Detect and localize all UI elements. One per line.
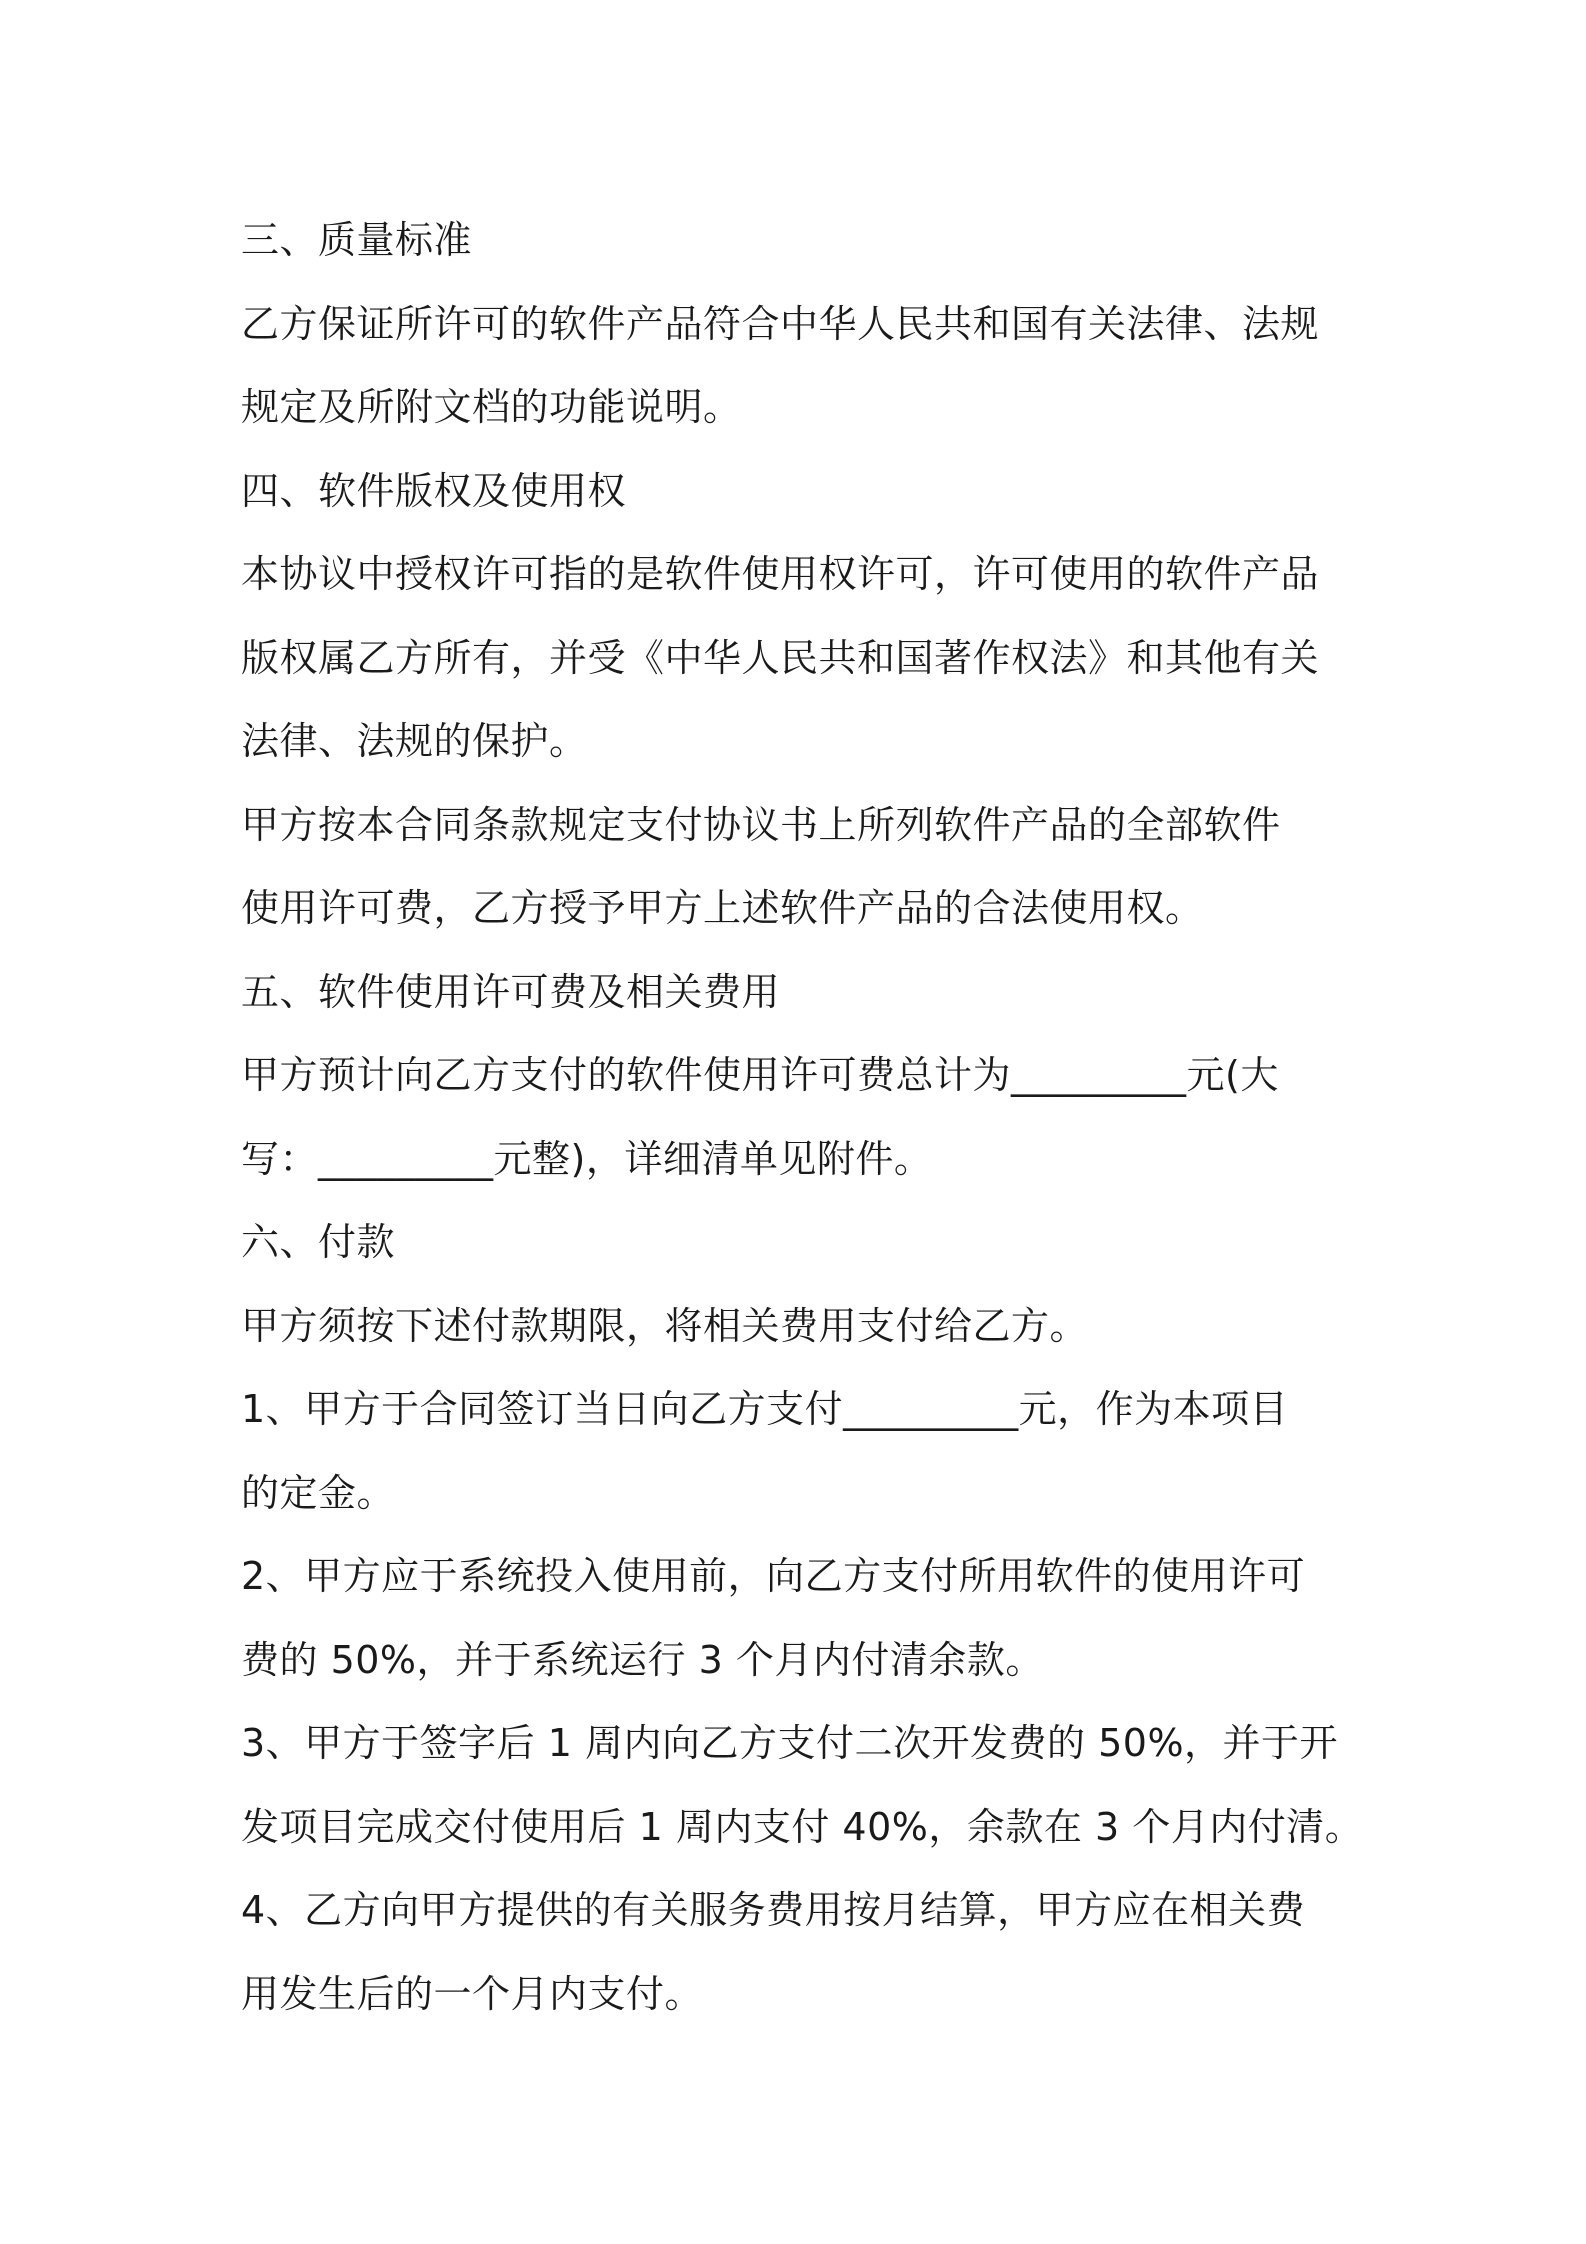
list-item-line: 1、甲方于合同签订当日向乙方支付_________元，作为本项目 [241,1387,1289,1431]
paragraph-line: 写：_________元整)，详细清单见附件。 [241,1136,933,1181]
paragraph-line: 甲方须按下述付款期限，将相关费用支付给乙方。 [241,1303,1089,1348]
section-heading-copyright: 四、软件版权及使用权 [241,468,627,513]
paragraph-line: 规定及所附文档的功能说明。 [241,385,742,429]
document-body [241,199,1366,2036]
list-item-line: 发项目完成交付使用后 1 周内支付 40%，余款在 3 个月内付清。 [241,1804,1364,1849]
list-item-line: 3、甲方于签字后 1 周内向乙方支付二次开发费的 50%，并于开 [241,1721,1339,1765]
paragraph-line: 本协议中授权许可指的是软件使用权许可，许可使用的软件产品 [241,552,1320,596]
list-item-line: 的定金。 [241,1470,396,1515]
section-heading-license-fee: 五、软件使用许可费及相关费用 [241,969,781,1014]
paragraph-line: 乙方保证所许可的软件产品符合中华人民共和国有关法律、法规 [241,301,1320,346]
list-item-line: 费的 50%，并于系统运行 3 个月内付清余款。 [241,1637,1044,1682]
list-item-line: 2、甲方应于系统投入使用前，向乙方支付所用软件的使用许可 [241,1554,1306,1598]
list-item-line: 4、乙方向甲方提供的有关服务费用按月结算，甲方应在相关费 [241,1888,1306,1932]
paragraph-line: 使用许可费，乙方授予甲方上述软件产品的合法使用权。 [241,886,1204,930]
paragraph-line: 甲方按本合同条款规定支付协议书上所列软件产品的全部软件 [241,802,1281,847]
section-heading-payment: 六、付款 [241,1220,396,1264]
section-heading-quality-standard: 三、质量标准 [241,218,473,262]
list-item-line: 用发生后的一个月内支付。 [241,1971,704,2016]
paragraph-line: 法律、法规的保护。 [241,719,588,763]
paragraph-line: 甲方预计向乙方支付的软件使用许可费总计为_________元(大 [241,1053,1279,1097]
paragraph-line: 版权属乙方所有，并受《中华人民共和国著作权法》和其他有关 [241,635,1320,680]
